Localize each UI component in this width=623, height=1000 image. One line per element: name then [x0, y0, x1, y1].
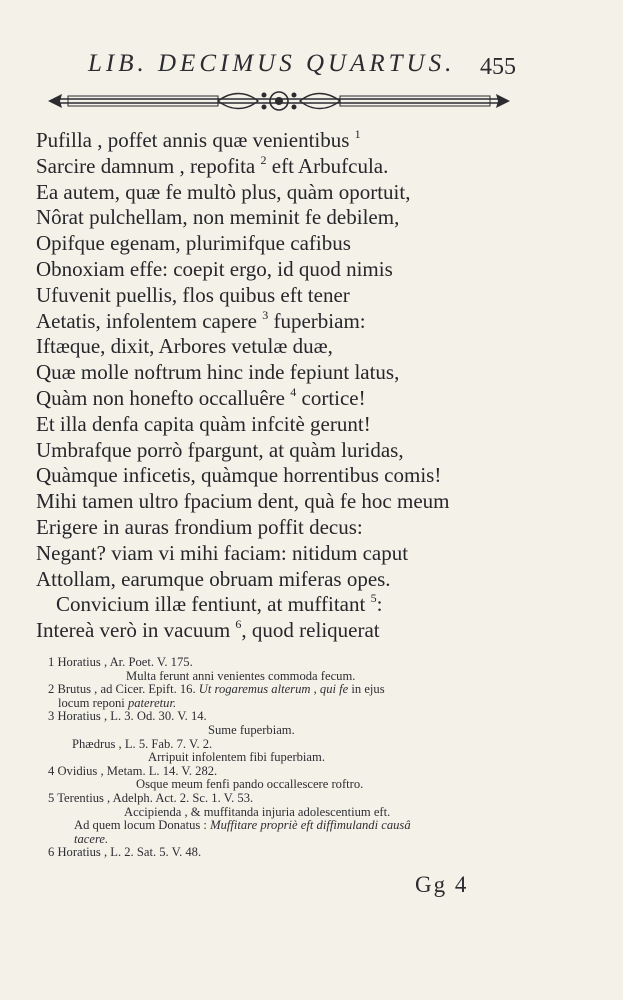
verse-line: [36, 257, 596, 283]
verse-text: Iftæque, dixit, Arbores vetulæ duæ,: [36, 334, 333, 359]
footnotes: [48, 656, 588, 860]
verse-text: Aetatis, infolentem capere: [36, 308, 263, 333]
footnote-quote: pateretur.: [127, 695, 177, 710]
verse-text: eft Arbufcula.: [266, 153, 389, 178]
verse-line: [36, 489, 596, 515]
footnote-text: Phædrus , L. 5. Fab. 7. V. 2.: [72, 736, 213, 751]
footnote-line: [48, 683, 588, 697]
footnote-line: [48, 778, 588, 792]
verse-text: :: [376, 592, 383, 617]
ornament-rule: [46, 88, 512, 114]
verse-line: [36, 618, 596, 644]
footnote-text: locum reponi: [58, 695, 128, 710]
verse-text: Et illa denfa capita quàm infcitè gerunt!: [36, 411, 371, 436]
verse-line: [36, 360, 596, 386]
footnote-line: [48, 710, 588, 724]
footnote-text: Multa ferunt anni venientes commoda fecum.: [126, 668, 356, 683]
footnote-marker: 1: [354, 127, 361, 141]
footnote-quote: Ut rogaremus alterum , qui fe: [198, 682, 349, 697]
verse-text: cortice!: [296, 385, 366, 410]
verse-line: [36, 386, 596, 412]
verse-text: Nôrat pulchellam, non meminit fe debilem,: [36, 205, 400, 230]
footnote-line: [48, 806, 588, 820]
footnote-line: [48, 765, 588, 779]
verse-line: [36, 463, 596, 489]
verse-text: Pufilla , poffet annis quæ venientibus: [36, 128, 355, 152]
verse-text: Negant? viam vi mihi faciam: nitidum caput: [36, 540, 409, 565]
verse-line: [36, 592, 596, 618]
footnote-line: [48, 724, 588, 738]
footnote-marker: 6: [235, 617, 242, 632]
verse-text: Convicium illæ fentiunt, at muffitant: [56, 592, 371, 617]
footnote-marker: 2: [260, 152, 267, 167]
footnote-text: Accipienda , & muffitanda injuria adolescentium eft.: [124, 804, 391, 819]
verse-line: [36, 154, 596, 180]
footnote-line: [48, 656, 588, 670]
footnote-marker: 4: [290, 384, 297, 399]
verse-line: [36, 541, 596, 567]
verse-line: [36, 412, 596, 438]
signature-mark: Gg 4: [415, 872, 469, 897]
verse-line: [36, 128, 596, 154]
footnote-text: 6 Horatius , L. 2. Sat. 5. V. 48.: [48, 845, 202, 860]
footnote-marker: 3: [262, 307, 269, 322]
footnote-text: 4 Ovidius , Metam. L. 14. V. 282.: [48, 763, 218, 778]
footnote-line: [48, 833, 588, 847]
verse-line: [36, 438, 596, 464]
verse-text: Sarcire damnum , repofita: [36, 153, 261, 178]
footnote-text: Arripuit infolentem fibi fuperbiam.: [148, 750, 325, 765]
footnote-text: 3 Horatius , L. 3. Od. 30. V. 14.: [48, 709, 207, 724]
verse-text: Umbrafque porrò fpargunt, at quàm luridas,: [36, 437, 404, 462]
footnote-line: [48, 846, 588, 860]
verse-text: , quod reliquerat: [241, 618, 380, 643]
verse-line: [36, 515, 596, 541]
verse-text: Quàmque inficetis, quàmque horrentibus comis!: [36, 463, 442, 488]
footnote-text: 2 Brutus , ad Cicer. Epift. 16.: [48, 682, 199, 697]
verse-text: fuperbiam:: [268, 308, 366, 333]
footnote-line: [48, 751, 588, 765]
verse-line: [36, 334, 596, 360]
footnote-line: [48, 670, 588, 684]
verse-line: [36, 180, 596, 206]
footnote-line: [48, 738, 588, 752]
verse-line: [36, 283, 596, 309]
footnote-text: 1 Horatius , Ar. Poet. V. 175.: [48, 655, 193, 669]
verse-line: [36, 567, 596, 593]
verse-text: Ea autem, quæ fe multò plus, quàm oportuit,: [36, 179, 411, 204]
footnote-quote: Muffitare propriè eft diffimulandi causâ: [210, 818, 411, 833]
footnote-marker: 5: [370, 591, 377, 606]
verse-line: [36, 205, 596, 231]
verse-text: Attollam, earumque obruam miferas opes.: [36, 566, 391, 591]
verse-text: Opifque egenam, plurimifque cafibus: [36, 231, 351, 256]
footnote-text: in ejus: [348, 682, 385, 697]
verse-line: [36, 309, 596, 335]
verse-block: [36, 128, 596, 644]
footnote-text: Osque meum fenfi pando occallescere roftro.: [136, 777, 364, 792]
verse-text: Ufuvenit puellis, flos quibus eft tener: [36, 282, 350, 307]
verse-text: Erigere in auras frondium poffit decus:: [36, 514, 363, 539]
footnote-text: Ad quem locum Donatus :: [74, 818, 211, 833]
footnote-quote: tacere.: [74, 831, 109, 846]
footnote-text: 5 Terentius , Adelph. Act. 2. Sc. 1. V. 53.: [48, 790, 254, 805]
running-head: LIB. DECIMUS QUARTUS.: [88, 50, 456, 77]
verse-line: [36, 231, 596, 257]
page-number: 455: [480, 54, 516, 80]
verse-text: Quæ molle noftrum hinc inde fepiunt latus,: [36, 360, 400, 385]
verse-text: Intereà verò in vacuum: [36, 618, 236, 643]
verse-text: Quàm non honefto occalluêre: [36, 385, 291, 410]
footnote-text: Sume fuperbiam.: [208, 722, 295, 737]
footnote-line: [48, 792, 588, 806]
verse-text: Obnoxiam effe: coepit ergo, id quod nimis: [36, 256, 393, 281]
footnote-line: [48, 819, 588, 833]
verse-text: Mihi tamen ultro fpacium dent, quà fe hoc meum: [36, 489, 450, 514]
footnote-line: [48, 697, 588, 711]
